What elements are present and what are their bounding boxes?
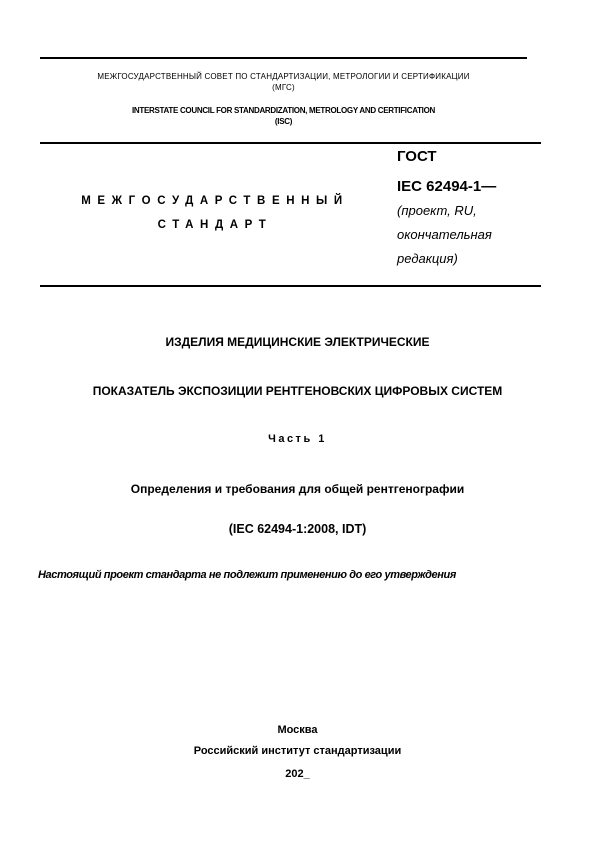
draft-note: Настоящий проект стандарта не подлежит применению до его утверждения — [38, 569, 456, 581]
part-label: Часть 1 — [268, 433, 327, 445]
draft-status-line3: редакция) — [397, 251, 458, 266]
bottom-rule — [40, 285, 541, 287]
council-name-ru — [40, 71, 527, 93]
footer-year: 202_ — [285, 768, 310, 780]
subtitle: Определения и требования для общей рентгенографии — [130, 482, 465, 496]
standard-number: IEC 62494-1— — [397, 178, 497, 195]
council-abbr-en: (ISC) — [274, 117, 293, 126]
standard-designation — [397, 148, 547, 271]
draft-status-line1: (проект, RU, — [397, 203, 477, 218]
draft-status — [397, 199, 547, 271]
standard-type-line2: СТАНДАРТ — [157, 219, 273, 231]
footer-city: Москва — [277, 724, 318, 736]
council-name-en — [40, 105, 527, 127]
middle-rule — [40, 142, 541, 144]
top-rule — [40, 57, 527, 59]
iec-reference: (IEC 62494-1:2008, IDT) — [228, 522, 367, 536]
title-line2: ПОКАЗАТЕЛЬ ЭКСПОЗИЦИИ РЕНТГЕНОВСКИХ ЦИФРОВЫХ СИСТЕМ — [92, 384, 503, 398]
council-name-ru-text: МЕЖГОСУДАРСТВЕННЫЙ СОВЕТ ПО СТАНДАРТИЗАЦИИ, МЕТРОЛОГИИ И СЕРТИФИКАЦИИ — [97, 72, 470, 81]
council-name-en-text: INTERSTATE COUNCIL FOR STANDARDIZATION, METROLOGY AND CERTIFICATION — [132, 106, 435, 115]
title-line1: ИЗДЕЛИЯ МЕДИЦИНСКИЕ ЭЛЕКТРИЧЕСКИЕ — [165, 335, 430, 349]
council-abbr-ru: (МГС) — [272, 83, 295, 92]
footer-publisher: Российский институт стандартизации — [193, 745, 402, 757]
gost-label: ГОСТ — [397, 148, 437, 165]
standard-type-line1: МЕЖГОСУДАРСТВЕННЫЙ — [81, 195, 349, 207]
draft-status-line2: окончательная — [397, 227, 492, 242]
